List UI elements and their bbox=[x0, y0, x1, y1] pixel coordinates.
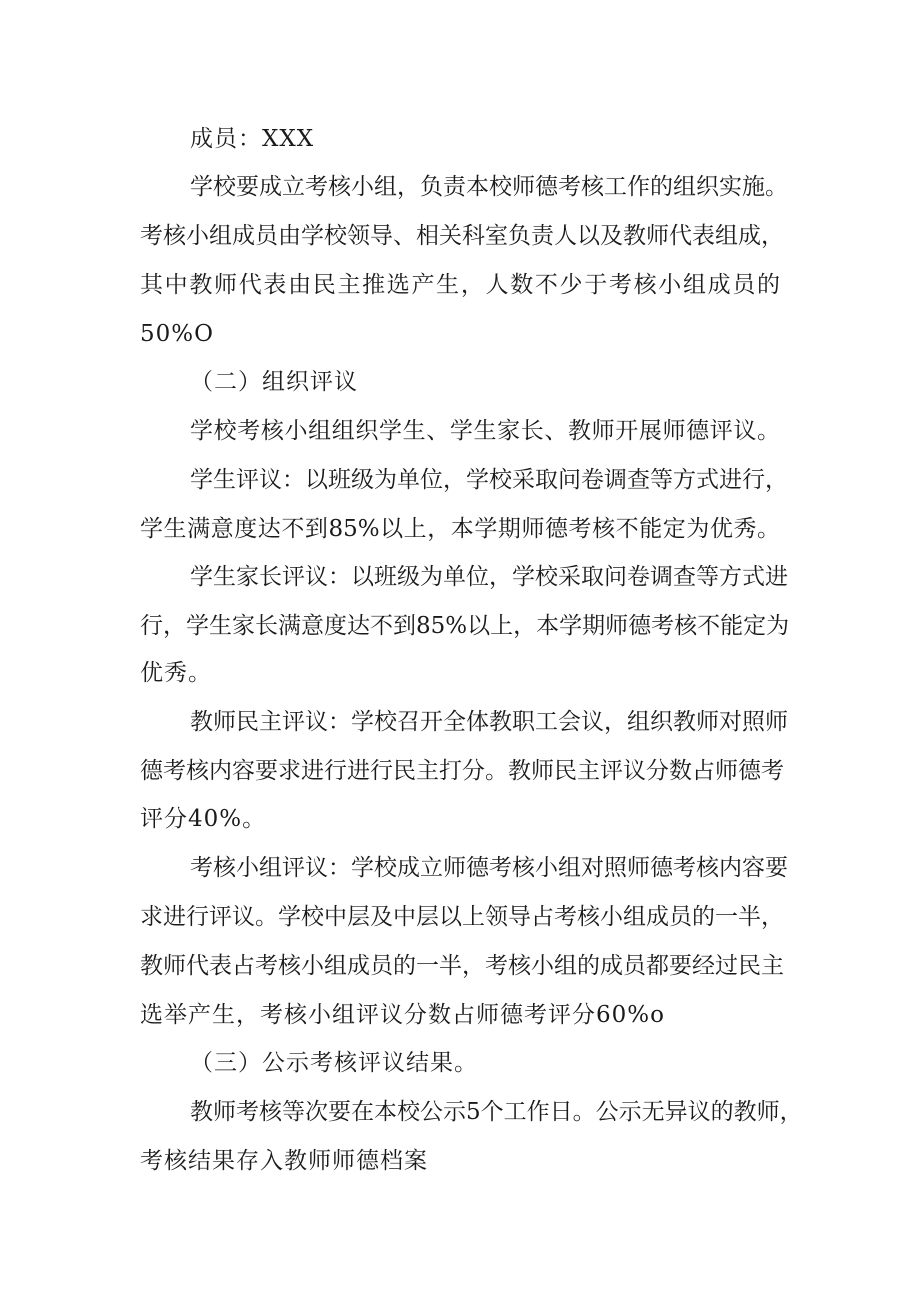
paragraph-line: 考核结果存入教师师德档案 bbox=[140, 1148, 428, 1174]
paragraph-line: 学校要成立考核小组，负责本校师德考核工作的组织实施。 bbox=[190, 174, 788, 200]
paragraph-line: 评分40%。 bbox=[140, 806, 267, 832]
paragraph-line: 德考核内容要求进行进行民主打分。教师民主评议分数占师德考 bbox=[140, 758, 784, 784]
paragraph-line: 考核小组成员由学校领导、相关科室负责人以及教师代表组成， bbox=[140, 223, 784, 249]
section-heading-3: （三）公示考核评议结果。 bbox=[190, 1050, 478, 1076]
members-line: 成员：XXX bbox=[190, 126, 315, 152]
paragraph-line: 优秀。 bbox=[140, 660, 212, 686]
paragraph-line: 学校考核小组组织学生、学生家长、教师开展师德评议。 bbox=[190, 418, 780, 444]
paragraph-line: 求进行评议。学校中层及中层以上领导占考核小组成员的一半， bbox=[140, 904, 784, 930]
paragraph-line: 学生评议：以班级为单位，学校采取问卷调查等方式进行， bbox=[190, 467, 788, 493]
paragraph-line: 教师考核等次要在本校公示5个工作日。公示无异议的教师， bbox=[190, 1099, 803, 1125]
paragraph-line: 其中教师代表由民主推选产生，人数不少于考核小组成员的 bbox=[140, 272, 780, 298]
paragraph-line: 学生家长评议：以班级为单位，学校采取问卷调查等方式进 bbox=[190, 564, 788, 590]
paragraph-line: 行，学生家长满意度达不到85%以上，本学期师德考核不能定为 bbox=[140, 613, 790, 639]
paragraph-line: 考核小组评议：学校成立师德考核小组对照师德考核内容要 bbox=[190, 855, 788, 881]
paragraph-line: 50%O bbox=[140, 321, 214, 347]
paragraph-line: 教师代表占考核小组成员的一半，考核小组的成员都要经过民主 bbox=[140, 953, 784, 979]
section-heading-2: （二）组织评议 bbox=[190, 369, 358, 395]
paragraph-line: 学生满意度达不到85%以上，本学期师德考核不能定为优秀。 bbox=[140, 516, 780, 542]
paragraph-line: 教师民主评议：学校召开全体教职工会议，组织教师对照师 bbox=[190, 709, 788, 735]
paragraph-line: 选举产生，考核小组评议分数占师德考评分60%o bbox=[140, 1002, 665, 1028]
